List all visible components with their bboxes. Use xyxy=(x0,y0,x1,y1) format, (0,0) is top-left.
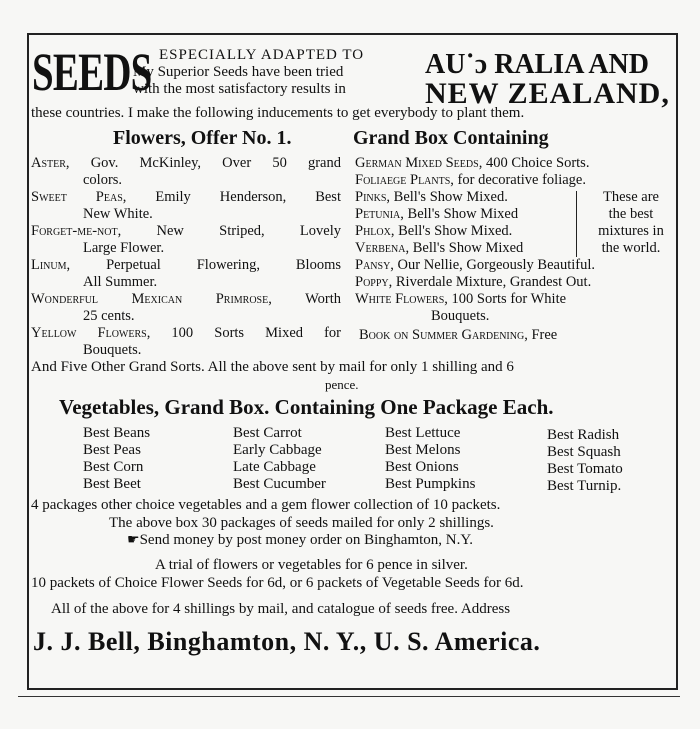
tried-line-1: My Superior Seeds have been tried xyxy=(133,64,344,80)
flower-item-sweet-peas: Sweet Peas, Emily Henderson, Best xyxy=(31,189,341,205)
flower-item-forget-me-not-cont: Large Flower. xyxy=(83,240,165,256)
tried-line-2: with the most satisfactory results in xyxy=(133,81,346,97)
line-ten-packets: 10 packets of Choice Flower Seeds for 6d, or 6 packets of Vegetable Seeds for 6d. xyxy=(31,575,524,591)
grand-box-heading: Grand Box Containing xyxy=(353,127,549,149)
veg-col-1: Best Beans Best Peas Best Corn Best Beet xyxy=(83,425,151,492)
veg-col-4: Best Radish Best Squash Best Tomato Best Turnip. xyxy=(547,427,623,494)
flowers-list xyxy=(31,155,341,359)
especially-adapted: ESPECIALLY ADAPTED TO xyxy=(159,47,365,63)
australia-heading: AU˙ɔ RALIA AND xyxy=(425,49,649,80)
new-zealand-heading: NEW ZEALAND, xyxy=(425,77,670,110)
grand-box-item-pansy: Pansy, Our Nellie, Gorgeously Beautiful. xyxy=(355,257,596,273)
flower-item-primrose-cont: 25 cents. xyxy=(83,308,135,324)
mix-item-pinks: Pinks, Bell's Show Mixed. xyxy=(355,189,508,205)
veg-col-2: Best Carrot Early Cabbage Late Cabbage Best Cucumber xyxy=(233,425,326,492)
flower-item-aster: Aster, Gov. McKinley, Over 50 grand xyxy=(31,155,341,171)
vegetables-heading: Vegetables, Grand Box. Containing One Package Each. xyxy=(59,395,554,419)
pointing-hand-icon: ☛ xyxy=(127,533,140,548)
grand-box-item-white-cont: Bouquets. xyxy=(431,308,490,324)
veg-col-3: Best Lettuce Best Melons Best Onions Best Pumpkins xyxy=(385,425,476,492)
mix-item-petunia: Petunia, Bell's Show Mixed xyxy=(355,206,519,222)
flower-item-yellow: Yellow Flowers, 100 Sorts Mixed for xyxy=(31,325,341,341)
bottom-rule xyxy=(18,696,680,697)
flower-item-aster-cont: colors. xyxy=(83,172,123,188)
line-above-box: The above box 30 packages of seeds mailed for only 2 shillings. xyxy=(109,515,494,531)
mix-bracket xyxy=(576,191,577,257)
flower-item-sweet-peas-cont: New White. xyxy=(83,206,153,222)
line-trial: A trial of flowers or vegetables for 6 pence in silver. xyxy=(155,557,468,573)
flower-item-primrose: Wonderful Mexican Primrose, Worth xyxy=(31,291,341,307)
flowers-heading: Flowers, Offer No. 1. xyxy=(113,127,292,149)
seeds-title: SEEDS xyxy=(32,42,152,102)
mix-item-verbena: Verbena, Bell's Show Mixed xyxy=(355,240,524,256)
grand-box-item-german: German Mixed Seeds, 400 Choice Sorts. xyxy=(355,155,590,171)
grand-box-item-foliage: Foliaege Plants, for decorative foliage. xyxy=(355,172,586,188)
mix-item-phlox: Phlox, Bell's Show Mixed. xyxy=(355,223,513,239)
and-five-line: And Five Other Grand Sorts. All the above sent by mail for only 1 shilling and 6 xyxy=(31,359,514,375)
flower-item-forget-me-not: Forget-me-not, New Striped, Lovely xyxy=(31,223,341,239)
inducements-line: these countries. I make the following inducements to get everybody to plant them. xyxy=(31,105,525,121)
grand-box-item-white: White Flowers, 100 Sorts for White xyxy=(355,291,567,307)
footer-address: J. J. Bell, Binghamton, N. Y., U. S. America. xyxy=(33,627,541,656)
grand-box-item-poppy: Poppy, Riverdale Mixture, Grandest Out. xyxy=(355,274,592,290)
flower-item-linum-cont: All Summer. xyxy=(83,274,158,290)
mix-note: These are the best mixtures in the world. xyxy=(598,189,664,256)
flower-item-linum: Linum, Perpetual Flowering, Blooms xyxy=(31,257,341,273)
line-all-above: All of the above for 4 shillings by mail, and catalogue of seeds free. Address xyxy=(51,601,511,617)
grand-box-item-book: Book on Summer Gardening, Free xyxy=(359,327,558,343)
line-packages: 4 packages other choice vegetables and a gem flower collection of 10 packets. xyxy=(31,497,501,513)
and-five-cont: pence. xyxy=(325,377,359,392)
advertisement-box xyxy=(27,33,678,690)
line-send-money: ☛Send money by post money order on Binghamton, N.Y. xyxy=(127,532,474,548)
flower-item-yellow-cont: Bouquets. xyxy=(83,342,142,358)
